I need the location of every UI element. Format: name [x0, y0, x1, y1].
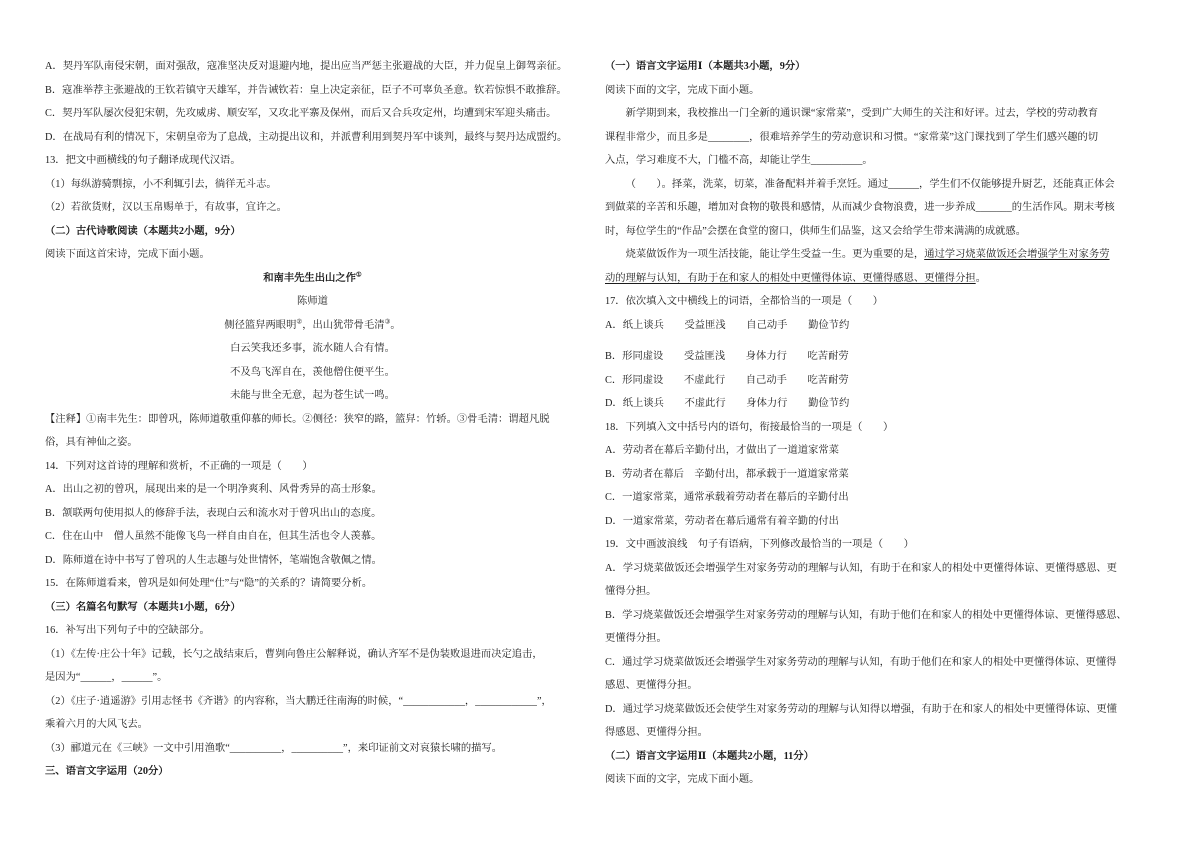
q16-item-2-line-1: （2）《庄子·逍遥游》引用志怪书《齐谐》的内容称，当大鹏迁往南海的时候，“____________，____________”，: [45, 695, 552, 707]
poem-line-1-part-a: 侧径篮舁两眼明: [224, 319, 297, 331]
poem-line-1-part-b: ，出山犹带骨毛清: [302, 319, 385, 331]
q17-option-a: A．纸上谈兵 受益匪浅 自己动手 勤俭节约: [605, 319, 850, 331]
poem-author: 陈师道: [297, 296, 328, 307]
q17-option-d: D．纸上谈兵 不虚此行 身体力行 勤俭节约: [605, 398, 850, 409]
q17-option-c: C．形同虚设 不虚此行 自己动手 吃苦耐劳: [605, 374, 849, 386]
q14-option-b: B．颔联两句使用拟人的修辞手法，表现白云和流水对于曾巩出山的态度。: [45, 507, 382, 519]
q19-option-d-line-2: 得感恩、更懂得分担。: [605, 727, 708, 738]
q18-prompt: 18．下列填入文中括号内的语句，衔接最恰当的一项是（ ）: [605, 421, 894, 433]
passage-para2-line-1: （ ）。择菜，洗菜，切菜，准备配料并着手烹饪。通过______，学生们不仅能够提升厨艺，还能真正体会: [625, 178, 1115, 190]
q18-option-a: A．劳动者在幕后辛勤付出，才做出了一道道家常菜: [605, 445, 839, 456]
poem-title: [45, 267, 580, 291]
poem-line-3: 不及鸟飞浑自在，羡他僧住便平生。: [230, 366, 395, 378]
q16-item-2-line-2: 乘着六月的大风飞去。: [45, 719, 148, 730]
q16-item-1-line-1: （1）《左传·庄公十年》记载，长勺之战结束后，曹刿向鲁庄公解释说，确认齐军不是伪装败退进而决定追击，: [45, 648, 543, 660]
q19-option-c-line-2: 感恩、更懂得分担。: [605, 680, 698, 691]
q13-prompt: 13．把文中画横线的句子翻译成现代汉语。: [45, 155, 241, 166]
q13-item-2: （2）若欲货财，汉以玉帛赐单于，有故事，宜许之。: [45, 202, 287, 213]
q18-option-d: D．一道家常菜，劳动者在幕后通常有着辛勤的付出: [605, 515, 839, 527]
q14-prompt: 14．下列对这首诗的理解和赏析，不正确的一项是（ ）: [45, 460, 313, 472]
poem-annotation-line-2: 俗，具有神仙之姿。: [45, 437, 138, 448]
q12-option-d: D．在战局有利的情况下，宋朝皇帝为了息战，主动提出议和，并派曹利用到契丹军中谈判，最终与契丹达成盟约。: [45, 131, 568, 143]
usage2-heading: （二）语言文字运用Ⅱ（本题共2小题，11分）: [605, 750, 814, 762]
passage-para1-line-3: 入点，学习难度不大，门槛不高，却能让学生__________。: [605, 155, 873, 166]
poem-line-1-part-c: 。: [390, 319, 401, 331]
right-column: [605, 55, 1140, 792]
poem-title-text: 和南丰先生出山之作: [263, 272, 356, 284]
poem-line-1-note-b: ③: [384, 318, 391, 326]
q19-option-b-line-1: B．学习烧菜做饭还会增强学生对家务劳动的理解与认知，有助于他们在和家人的相处中更懂得体谅、更懂得感恩、: [605, 609, 1127, 621]
q12-option-a: A．契丹军队南侵宋朝，面对强敌，寇准坚决反对退避内地，提出应当严惩主张避战的大臣，并力促皇上御驾亲征。: [45, 61, 568, 72]
q19-option-d-line-1: D．通过学习烧菜做饭还会使学生对家务劳动的理解与认知得以增强，有助于在和家人的相处中更懂得体谅、更懂: [605, 703, 1117, 715]
q17-option-b: B．形同虚设 受益匪浅 身体力行 吃苦耐劳: [605, 351, 849, 362]
passage-para3-line-1: [605, 243, 1140, 267]
q17-prompt: 17．依次填入文中横线上的词语，全都恰当的一项是（ ）: [605, 296, 884, 307]
recitation-section-heading: （三）名篇名句默写（本题共1小题，6分）: [45, 601, 241, 613]
q14-option-d: D．陈师道在诗中书写了曾巩的人生志趣与处世情怀，笔端饱含敬佩之情。: [45, 554, 382, 566]
q16-prompt: 16．补写出下列句子中的空缺部分。: [45, 625, 210, 636]
passage-para2-line-2: 到做菜的辛苦和乐趣，增加对食物的敬畏和感情，从而减少食物浪费，进一步养成_______的生活作风。期末考核: [605, 202, 1115, 213]
passage-marked-sentence-part-1: 通过学习烧菜做饭还会增强学生对家务劳: [924, 249, 1110, 260]
q19-option-c-line-1: C．通过学习烧菜做饭还会增强学生对家务劳动的理解与认知，有助于他们在和家人的相处中更懂得体谅、更懂得: [605, 656, 1117, 668]
q18-option-b: B．劳动者在幕后 辛勤付出，都承载于一道道家常菜: [605, 468, 849, 480]
q13-item-1: （1）每纵游骑剽掠，小不利辄引去，徜徉无斗志。: [45, 178, 277, 190]
passage-para3-plain-1: 烧菜做饭作为一项生活技能，能让学生受益一生。更为重要的是，: [625, 249, 925, 260]
passage-para3-line-2: [605, 267, 1140, 291]
section-3-heading: 三、语言文字运用（20分）: [45, 766, 169, 777]
usage2-instruction: 阅读下面的文字，完成下面小题。: [605, 774, 760, 785]
poem-line-2: 白云笑我还多事，流水随人合有情。: [230, 343, 395, 354]
q12-option-c: C．契丹军队屡次侵犯宋朝，先攻威虏、顺安军，又攻北平寨及保州，而后又合兵攻定州，均遭到宋军迎头痛击。: [45, 108, 557, 119]
passage-marked-sentence-part-2: 动的理解与认知，有助于在和家人的相处中更懂得体谅、更懂得感恩、更懂得分担: [605, 272, 976, 284]
q19-prompt: 19．文中画波浪线 句子有语病，下列修改最恰当的一项是（ ）: [605, 539, 914, 550]
left-column: [45, 55, 580, 784]
passage-para1-line-2: 课程非常少，而且多是________，很难培养学生的劳动意识和习惯。“家常菜”这门课找到了学生们感兴趣的切: [605, 131, 1099, 143]
poem-line-4: 未能与世全无意，起为苍生试一鸣。: [230, 390, 395, 401]
passage-para2-line-3: 时，每位学生的“作品”会摆在食堂的窗口，供师生们品鉴，这又会给学生带来满满的成就感。: [605, 225, 1027, 237]
q14-option-c: C．住在山中 僧人虽然不能像飞鸟一样自由自在，但其生活也令人羡慕。: [45, 531, 382, 542]
poetry-instruction: 阅读下面这首宋诗，完成下面小题。: [45, 249, 210, 260]
passage-para3-plain-2: 。: [975, 272, 986, 284]
q16-item-1-line-2: 是因为“______，______”。: [45, 672, 168, 683]
passage-para1-line-1: 新学期到来，我校推出一门全新的通识课“家常菜”，受到广大师生的关注和好评。过去，学校的劳动教育: [625, 108, 1099, 119]
q16-item-3: （3）郦道元在《三峡》一文中引用渔歌“__________，__________”，来印证前文对哀猿长啸的描写。: [45, 742, 503, 754]
q19-option-a-line-1: A．学习烧菜做饭还会增强学生对家务劳动的理解与认知，有助于在和家人的相处中更懂得体谅、更懂得感恩、更: [605, 562, 1117, 574]
q15-prompt: 15．在陈师道看来，曾巩是如何处理“仕”与“隐”的关系的？请简要分析。: [45, 578, 373, 589]
usage1-heading: （一）语言文字运用Ⅰ（本题共3小题，9分）: [605, 61, 806, 72]
poem-line-1-note-a: ②: [296, 318, 303, 326]
poem-line-1: [45, 314, 580, 338]
poem-title-note: ①: [355, 271, 362, 279]
poetry-section-heading: （二）古代诗歌阅读（本题共2小题，9分）: [45, 225, 241, 237]
q14-option-a: A．出山之初的曾巩，展现出来的是一个明净爽利、风骨秀异的高士形象。: [45, 484, 382, 495]
q19-option-b-line-2: 更懂得分担。: [605, 633, 667, 644]
q18-option-c: C．一道家常菜，通常承载着劳动者在幕后的辛勤付出: [605, 492, 849, 503]
poem-annotation-line-1: 【注释】①南丰先生：即曾巩，陈师道敬重仰慕的师长。②侧径：狭窄的路，篮舁：竹轿。③骨毛清：谓超凡脱: [45, 413, 550, 425]
usage1-instruction: 阅读下面的文字，完成下面小题。: [605, 84, 760, 96]
q12-option-b: B．寇准举荐主张避战的王钦若镇守天雄军，并告诫钦若：皇上决定亲征，臣子不可辜负圣意。钦若惊惧不敢推辞。: [45, 84, 567, 96]
q19-option-a-line-2: 懂得分担。: [605, 586, 657, 597]
